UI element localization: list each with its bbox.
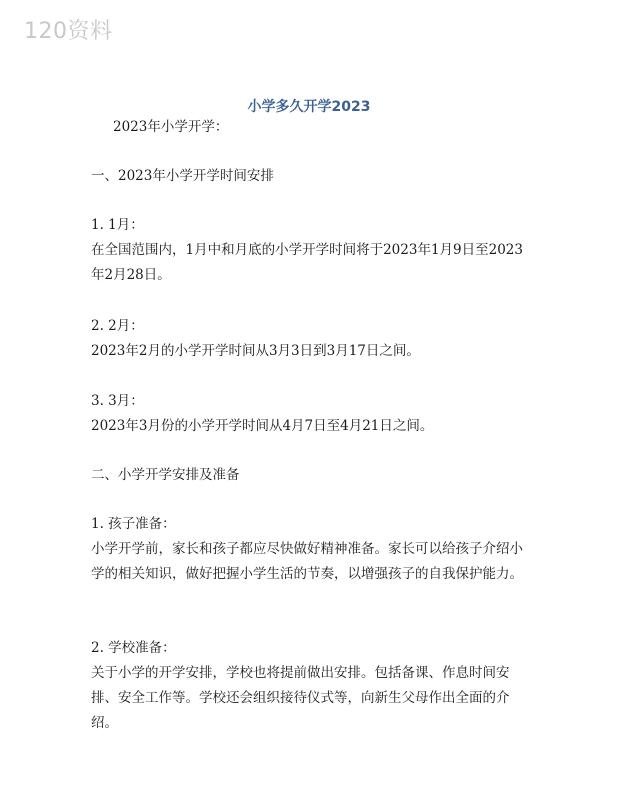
section2-item2-text: 关于小学的开学安排，学校也将提前做出安排。包括备课、作息时间安排、安全工作等。学校还会组织接待仪式等，向新生父母作出全面的介绍。 [91, 665, 510, 731]
section1-item1-text: 在全国范围内，1月中和月底的小学开学时间将于2023年1月9日至2023年2月28日。 [91, 242, 523, 283]
section1-item3-text: 2023年3月份的小学开学时间从4月7日至4月21日之间。 [91, 418, 434, 434]
section1-item3-label: 3. 3月： [91, 393, 144, 409]
section2-heading: 二、小学开学安排及准备 [91, 467, 240, 483]
intro-line: 2023年小学开学： [113, 119, 229, 135]
section2-item2-label: 2. 学校准备： [91, 640, 176, 656]
watermark: 120资料 [24, 19, 113, 44]
section2-item1-label: 1. 孩子准备： [91, 516, 176, 532]
section1-item2-text: 2023年2月的小学开学时间从3月3日到3月17日之间。 [91, 343, 420, 359]
page-title: 小学多久开学2023 [247, 99, 371, 115]
section1-item2-label: 2. 2月： [91, 318, 144, 334]
section1-item1-label: 1. 1月： [91, 217, 144, 233]
section1-heading: 一、2023年小学开学时间安排 [91, 168, 274, 184]
section2-item1-text: 小学开学前，家长和孩子都应尽快做好精神准备。家长可以给孩子介绍小学的相关知识，做好把握小学生活的节奏，以增强孩子的自我保护能力。 [91, 541, 523, 582]
